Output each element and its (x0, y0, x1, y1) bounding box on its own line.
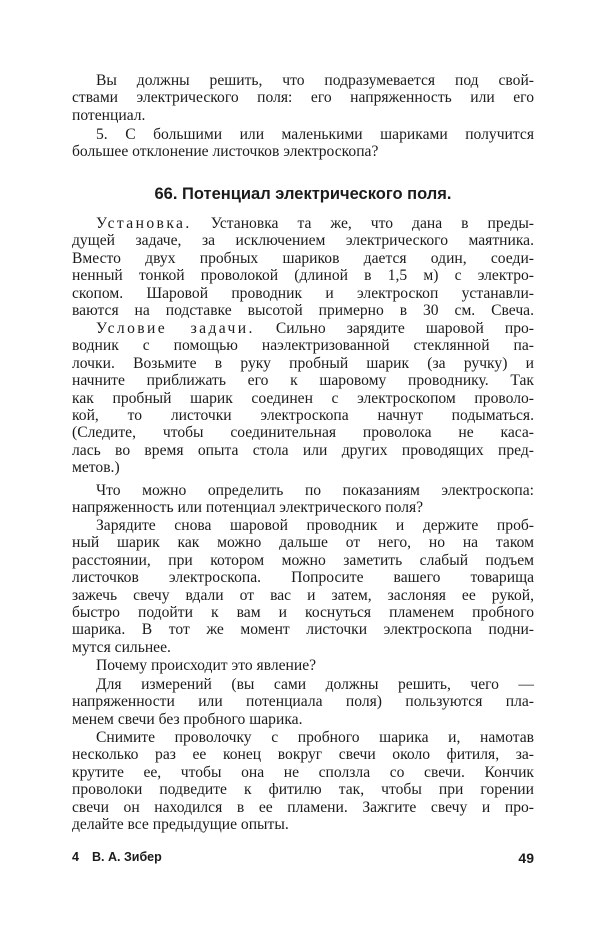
text-line: Вы должны решить, что подразумевается под свой- (96, 72, 534, 89)
condition-paragraph (72, 320, 534, 477)
text-line: потенциал. (72, 106, 146, 124)
text-line: 5. С большими или маленькими шариками получится (96, 126, 534, 143)
text-line: Что можно определить по показаниям электроскопа: (96, 482, 534, 499)
text-line: (Следите, чтобы соединительная проволока не каса- (72, 424, 534, 442)
charge-again-paragraph (72, 517, 534, 656)
condition-first-line: Сильно зарядите шаровой про- (254, 320, 534, 337)
text-line: расстоянии, при котором можно заметить слабый подъем (72, 551, 534, 569)
text-line: ненный тонкой проволокой (длиной в 1,5 м) с электро- (72, 267, 534, 285)
text-line: Для измерений (вы сами должны решить, чего — (96, 676, 534, 693)
text-line: ный шарик как можно дальше от него, но на таком (72, 534, 534, 552)
text-line: мутся сильнее. (72, 638, 171, 656)
text-line: дущей задаче, за исключением электрического маятника. (72, 232, 534, 250)
setup-paragraph (72, 215, 534, 319)
text-line: скопом. Шаровой проводник и электроскоп устанавли- (72, 284, 534, 302)
signature-mark: 4 (72, 850, 79, 864)
text-line (72, 215, 534, 232)
text-line: лочки. Возьмите в руку пробный шарик (за ручку) и (72, 354, 534, 372)
text-line: менем свечи без пробного шарика. (72, 710, 303, 728)
text-line: начните приближать его к шаровому проводнику. Так (72, 372, 534, 390)
text-line: проволоки подведите к фитилю так, чтобы при горении (72, 781, 534, 799)
text-line: Снимите проволочку с пробного шарика и, намотав (96, 729, 534, 746)
text-line: ствами электрического поля: его напряженность или его (72, 89, 534, 107)
question-determine (72, 482, 534, 517)
text-line: как пробный шарик соединен с электроскопом проволо- (72, 389, 534, 407)
author-name: В. А. Зибер (92, 850, 162, 864)
text-line: ваются на подставке высотой примерно в 30 см. Свеча. (72, 301, 534, 319)
text-line: свечи он находился в ее пламени. Зажгите свечу и про- (72, 798, 534, 816)
condition-label: Условие задачи. (96, 320, 255, 337)
text-line: водник с помощью наэлектризованной стеклянной па- (72, 337, 534, 355)
text-line: быстро подойти к вам и коснуться пламенем пробного (72, 603, 534, 621)
text-line: напряженности или потенциала поля) пользуются пла- (72, 693, 534, 711)
measurements-paragraph (72, 676, 534, 728)
text-line: несколько раз ее конец вокруг свечи около фитиля, за- (72, 746, 534, 764)
page-number: 49 (518, 850, 534, 866)
remove-wire-paragraph (72, 729, 534, 833)
text-line: делайте все предыдущие опыты. (72, 815, 289, 833)
top-paragraph (72, 72, 534, 124)
text-line: Вместо двух пробных шариков дается один, соеди- (72, 249, 534, 267)
text-line: листочков электроскопа. Попросите вашего товарища (72, 569, 534, 587)
text-line (72, 320, 534, 337)
text-line: крутите ее, чтобы она не сползла со свечи. Кончик (72, 763, 534, 781)
text-line: Почему происходит это явление? (96, 657, 317, 674)
question-why (72, 657, 534, 674)
text-line: Зарядите снова шаровой проводник и держите проб- (96, 517, 534, 534)
text-line: кой, то листочки электроскопа начнут подыматься. (72, 406, 534, 424)
text-line: зажечь свечу вдали от вас и затем, заслоняя ее рукой, (72, 586, 534, 604)
setup-label: Установка. (96, 215, 192, 232)
text-line: метов.) (72, 459, 120, 477)
question-5 (72, 126, 534, 161)
text-line: лась во время опыта стола или других проводящих пред- (72, 441, 534, 459)
text-line: шарика. В тот же момент листочки электроскопа подни- (72, 621, 534, 639)
text-line: большее отклонение листочков электроскопа? (72, 143, 379, 161)
text-line: напряженность или потенциал электрического поля? (72, 499, 424, 517)
section-heading: 66. Потенциал электрического поля. (154, 185, 452, 203)
setup-first-line: Установка та же, что дана в преды- (191, 215, 534, 232)
